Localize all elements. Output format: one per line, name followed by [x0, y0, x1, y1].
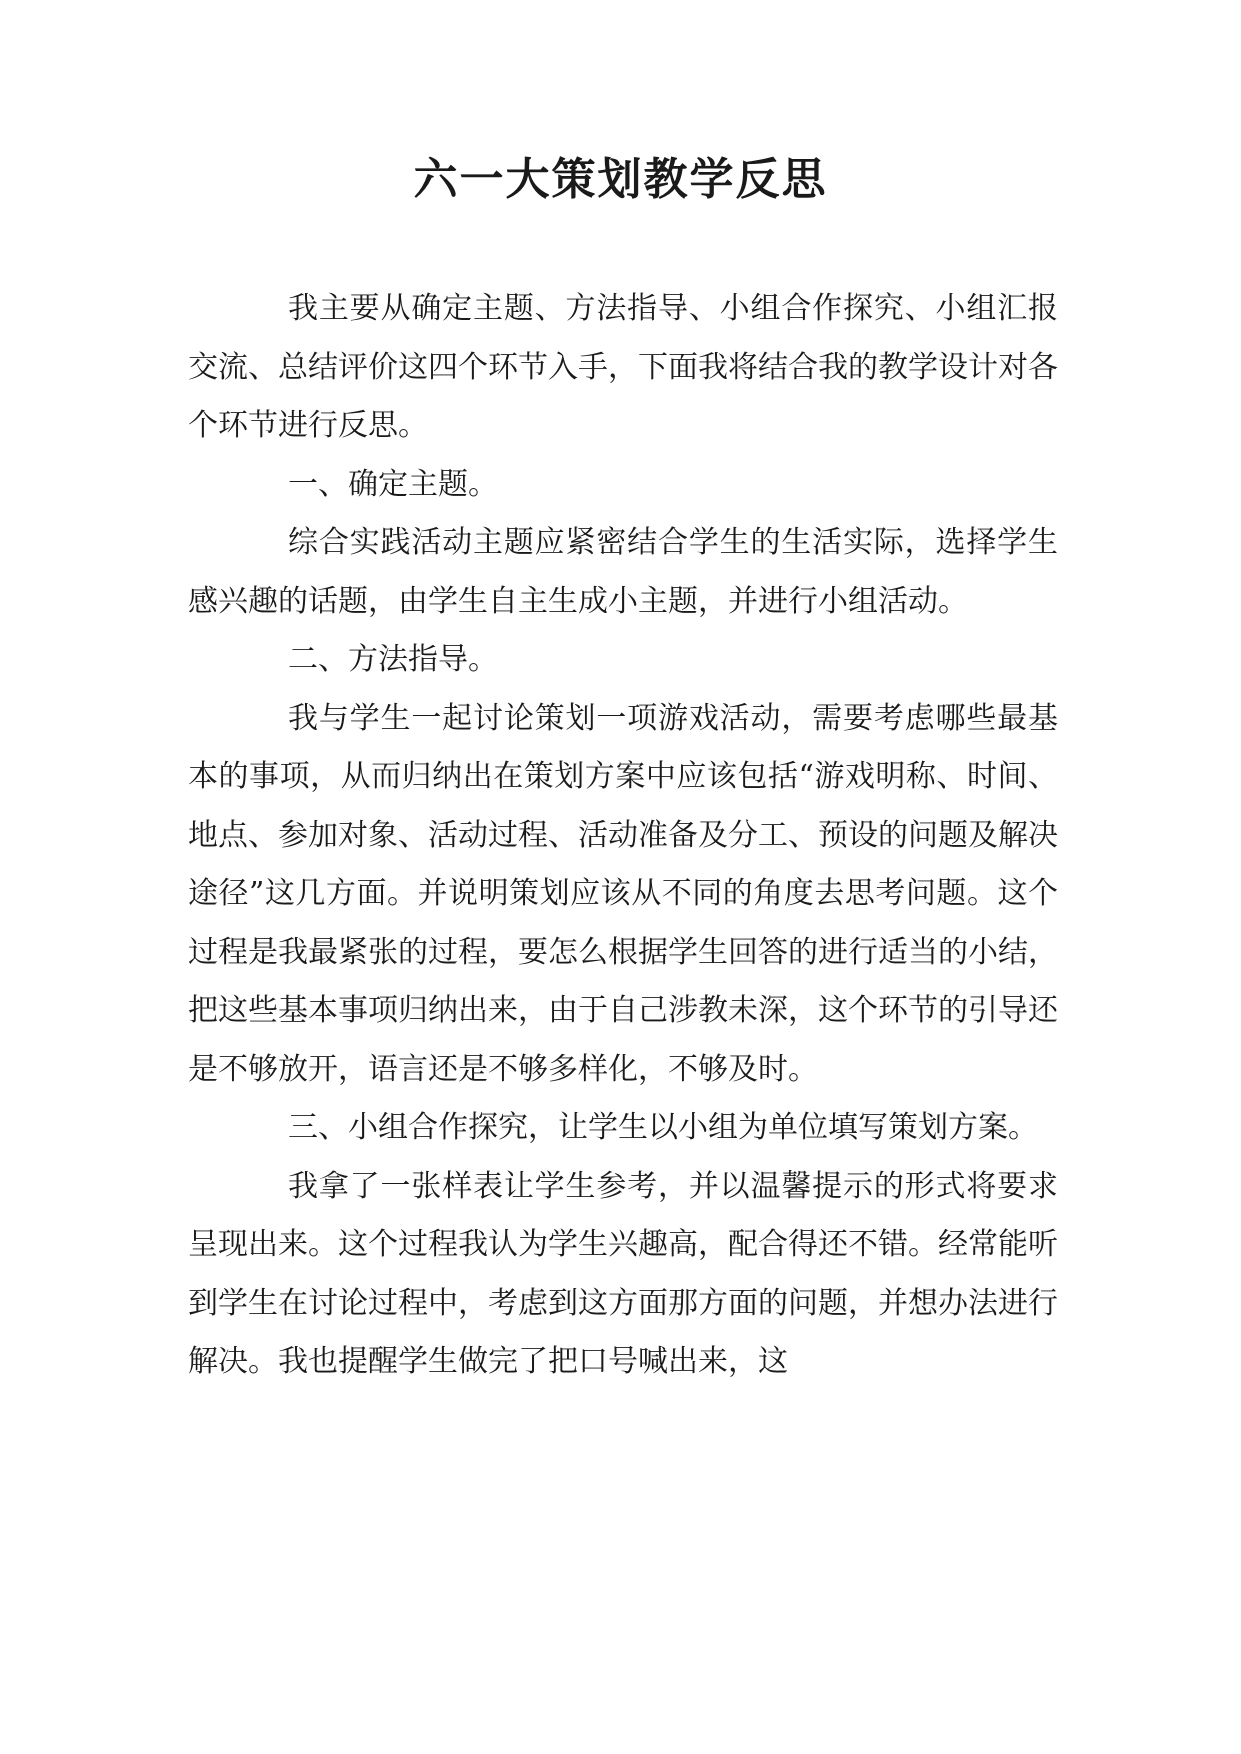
paragraph-section-1: 综合实践活动主题应紧密结合学生的生活实际，选择学生感兴趣的话题，由学生自主生成小主题，并进行小组活动。 — [188, 525, 1058, 619]
heading-section-2: 二、方法指导。 — [288, 642, 498, 677]
paragraph-section-2: 我与学生一起讨论策划一项游戏活动，需要考虑哪些最基本的事项，从而归纳出在策划方案中应该包括“游戏明称、时间、地点、参加对象、活动过程、活动准备及分工、预设的问题及解决途径”这几方面。并说明策划应该从不同的角度去思考问题。这个过程是我最紧张的过程，要怎么根据学生回答的进行适当的小结，把这些基本事项归纳出来，由于自己涉教未深，这个环节的引导还是不够放开，语言还是不够多样化，不够及时。 — [188, 700, 1058, 1087]
document-body — [188, 280, 1058, 1392]
paragraph-section-3: 我拿了一张样表让学生参考，并以温馨提示的形式将要求呈现出来。这个过程我认为学生兴趣高，配合得还不错。经常能听到学生在讨论过程中，考虑到这方面那方面的问题，并想办法进行解决。我也提醒学生做完了把口号喊出来，这 — [188, 1168, 1058, 1379]
document-title: 六一大策划教学反思 — [413, 154, 828, 205]
heading-section-3: 三、小组合作探究，让学生以小组为单位填写策划方案。 — [288, 1110, 1038, 1145]
heading-section-1: 一、确定主题。 — [288, 466, 498, 502]
paragraph-intro: 我主要从确定主题、方法指导、小组合作探究、小组汇报交流、总结评价这四个环节入手，下面我将结合我的教学设计对各个环节进行反思。 — [188, 291, 1058, 443]
